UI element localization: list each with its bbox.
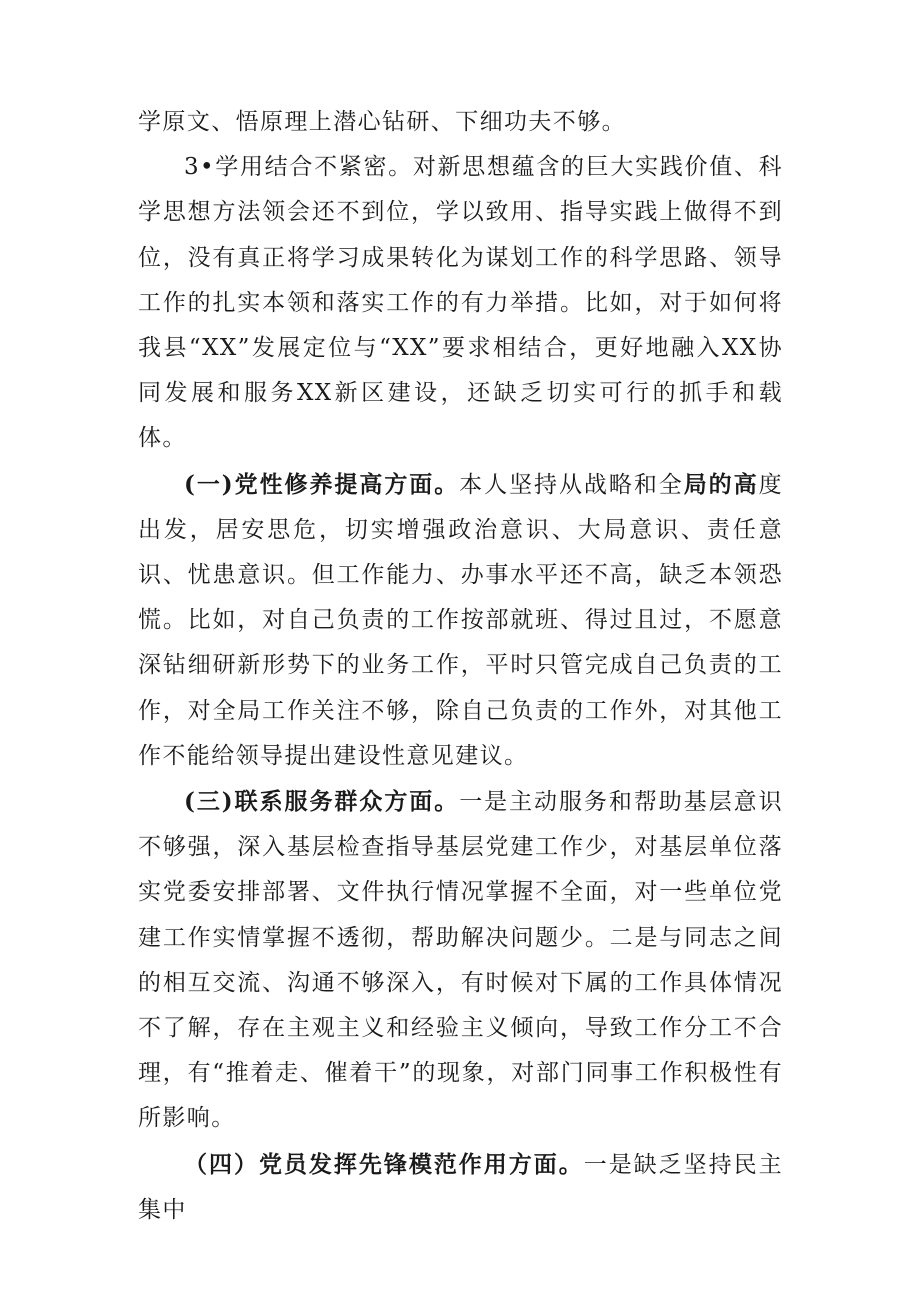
document-body: [138, 100, 783, 1233]
section-heading-party-spirit: (一)党性修养提高方面。: [184, 470, 460, 498]
paragraph-text: 一是缺乏坚持民主集中: [138, 1151, 783, 1223]
paragraph-vanguard-role: [138, 1142, 783, 1233]
paragraph-study-application: 3•学用结合不紧密。对新思想蕴含的巨大实践价值、科学思想方法领会还不到位，学以致用、指导实践上做得不到位，没有真正将学习成果转化为谋划工作的科学思路、领导工作的扎实本领和落实工作的有力举措。比如，对于如何将我县“XX”发展定位与“XX”要求相结合，更好地融入XX协同发展和服务XX新区建设，还缺乏切实可行的抓手和载体。: [138, 154, 783, 452]
paragraph-text-part-b: 度出发，居安思危，切实增强政治意识、大局意识、责任意识、忧患意识。但工作能力、办事水平还不高，缺乏本领恐慌。比如，对自己负责的工作按部就班、得过且过，不愿意深钻细研新形势下的业务工作，平时只管完成自己负责的工作，对全局工作关注不够，除自己负责的工作外，对其他工作不能给领导提出建设性意见建议。: [138, 471, 783, 769]
paragraph-text-part-a: 本人坚持从战略和全: [459, 471, 684, 498]
section-heading-serving-masses: (三)联系服务群众方面。: [184, 788, 460, 816]
paragraph-text: 一是主动服务和帮助基层意识不够强，深入基层检查指导基层党建工作少，对基层单位落实党委安排部署、文件执行情况掌握不全面，对一些单位党建工作实情掌握不透彻，帮助解决问题少。二是与同志之间的相互交流、沟通不够深入，有时候对下属的工作具体情况不了解，存在主观主义和经验主义倾向，导致工作分工不合理，有“推着走、催着干”的现象，对部门同事工作积极性有所影响。: [138, 789, 783, 1132]
paragraph-party-spirit: [138, 462, 783, 779]
paragraph-serving-masses: [138, 779, 783, 1142]
paragraph-continuation: 学原文、悟原理上潜心钻研、下细功夫不够。: [138, 109, 626, 135]
section-heading-vanguard-role: （四）党员发挥先锋模范作用方面。: [184, 1150, 584, 1178]
paragraph-bold-fragment: 局的高: [683, 470, 759, 498]
